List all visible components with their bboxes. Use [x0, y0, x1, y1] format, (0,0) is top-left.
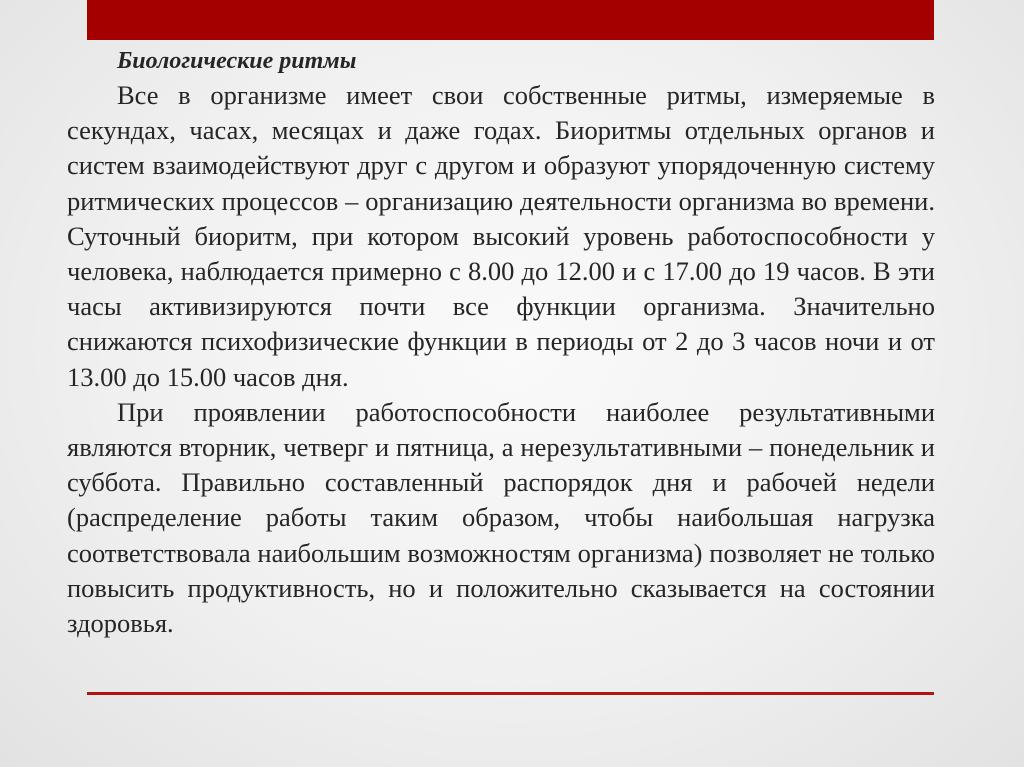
bottom-divider — [87, 692, 934, 695]
paragraph-biorhythms: Все в организме имеет свои собственные ритмы, измеряемые в секундах, часах, месяцах и даже годах. Биоритмы отдельных органов и систем взаимодействуют друг с другом и образуют упорядоченную систему ритмических процессов – организацию деятельности организма во времени. Суточный биоритм, при котором высокий уровень работоспособности у человека, наблюдается примерно с 8.00 до 12.00 и с 17.00 до 19 часов. В эти часы активизируются почти все функции организма. Значительно снижаются психофизические функции в периоды от 2 до 3 часов ночи и от 13.00 до 15.00 часов дня. — [67, 80, 935, 392]
top-accent-bar — [87, 0, 934, 40]
slide-title: Биологические ритмы — [117, 48, 357, 74]
paragraph-weekdays: При проявлении работоспособности наиболее результативными являются вторник, четверг и пятница, а нерезультативными – понедельник и суббота. Правильно составленный распорядок дня и рабочей недели (распределение работы таким образом, чтобы наибольшая нагрузка соответствовала наибольшим возможностям организма) позволяет не только повысить продуктивность, но и положительно сказывается на состоянии здоровья. — [67, 396, 935, 639]
slide-content — [67, 44, 935, 641]
